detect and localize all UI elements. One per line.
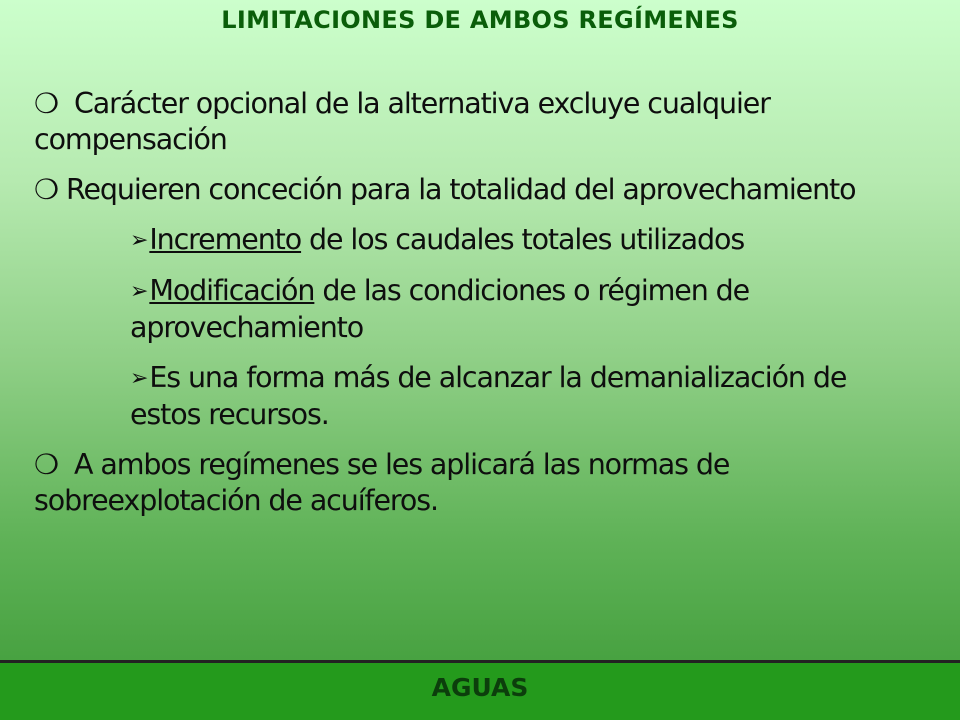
arrow-bullet-icon: ➢ (130, 279, 148, 304)
underlined-term: Modificación (149, 274, 315, 307)
circle-bullet-icon: ❍ (34, 87, 59, 120)
arrow-bullet-icon: ➢ (130, 366, 148, 391)
sub-bullet-item (130, 222, 914, 259)
slide-body (34, 86, 914, 533)
sub-bullet-item (130, 273, 914, 346)
bullet-item (34, 447, 914, 519)
slide-title: LIMITACIONES DE AMBOS REGÍMENES (221, 6, 739, 34)
circle-bullet-icon: ❍ (34, 448, 59, 481)
arrow-bullet-icon: ➢ (130, 228, 148, 253)
sub-bullet-item (130, 360, 914, 433)
bullet-text: A ambos regímenes se les aplicará las normas de sobreexplotación de acuíferos. (34, 448, 730, 517)
bullet-item (34, 86, 914, 158)
bullet-text: Carácter opcional de la alternativa excluye cualquier compensación (34, 87, 770, 156)
sub-bullet-text: Es una forma más de alcanzar la demanialización de estos recursos. (130, 361, 847, 431)
footer-label: AGUAS (431, 673, 529, 702)
circle-bullet-icon: ❍ (34, 173, 59, 206)
bullet-text: Requieren conceción para la totalidad del aprovechamiento (66, 173, 856, 206)
sub-bullet-text: de los caudales totales utilizados (301, 223, 745, 256)
bullet-item (34, 172, 914, 208)
sub-bullet-text: de las condiciones o régimen de aprovechamiento (130, 274, 750, 344)
underlined-term: Incremento (149, 223, 302, 256)
